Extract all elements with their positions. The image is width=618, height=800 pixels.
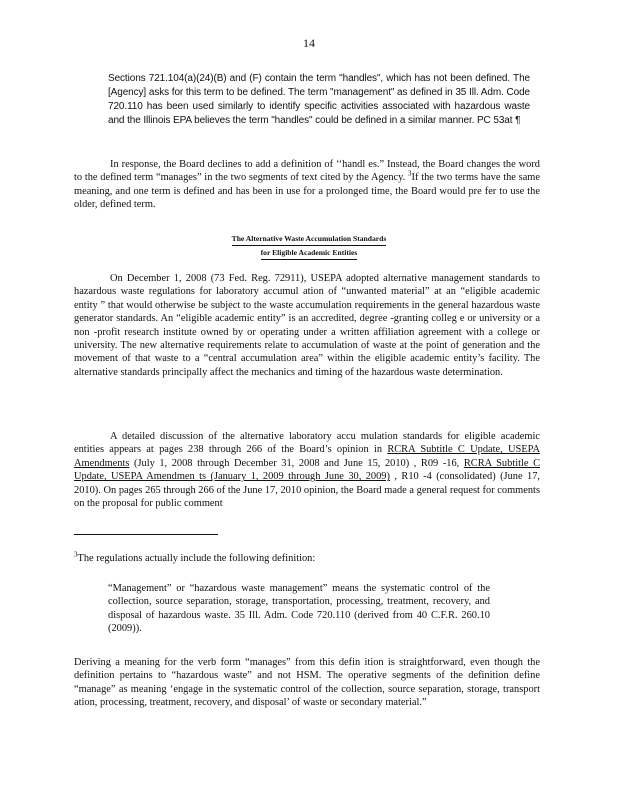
block-quote: Sections 721.104(a)(24)(B) and (F) contain the term "handles", which has not been defined. The [Agency] asks for this term to be defined. The term "management" as defined in 35 Ill. Adm. Code 720.110 has been used similarly to identify specific activities associated with hazardous waste and the Illinois EPA believes the term "handles" could be defined in a similar manner. PC 53at ¶: [108, 73, 530, 126]
paragraph-discussion-part1: A detailed discussion of the alternative laboratory accu mulation standards for eligible academic entities appears at pages 238 through 266 of the Board’s opinion in: [74, 431, 540, 456]
footnote-mark: 3: [74, 550, 78, 559]
paragraph-response: [74, 158, 540, 212]
footnote-intro: [74, 552, 540, 565]
section-heading: [184, 232, 434, 260]
paragraph-response-continuation: If the two terms have the same meaning, and one term is defined and has been in use for a prolonged time, the Board would pre fer to use the older, defined term.: [74, 172, 540, 211]
footnote-closing: Deriving a meaning for the verb form “manages” from this defin ition is straightforward, even though the definition pertains to “hazardous waste” and not HSM. The operative segments of the definition define “manage” as meaning ‘engage in the systematic control of the collection, source separation, storage, transport ation, processing, treatment, recovery, and disposal’ of waste or secondary material.”: [74, 657, 540, 709]
footnote-intro-text: The regulations actually include the following definition:: [77, 553, 316, 564]
section-heading-line1: The Alternative Waste Accumulation Standards: [232, 232, 387, 246]
case-citation-1: RCRA Subtitle C Update, USEPA Amendments: [74, 444, 540, 469]
page-number: 14: [303, 36, 315, 50]
paragraph-usepa-standards: On December 1, 2008 (73 Fed. Reg. 72911), USEPA adopted alternative management standards to hazardous waste regulations for laboratory accumul ation of “unwanted material” at an “eligible academic entity ” that would otherwise be subject to the waste accumulation requirements in the general hazardous waste generator standards. An “eligible academic entity” is an accredited, degree -granting colleg e or university or a non -profit research institute owned by or operating under a written affiliation agreement with a college or university. The new alternative requirements relate to accumulation of waste at the point of generation and the movement of that waste to a “central accumulation area” within the eligible academic entity’s facility. The alternative standards principally affect the mechanics and timing of the hazardous waste determination.: [74, 273, 540, 378]
section-heading-line2: for Eligible Academic Entities: [261, 246, 358, 260]
case-citation-2: RCRA Subtitle C Update, USEPA Amendmen ts (January 1, 2009 through June 30, 2009): [74, 457, 540, 483]
paragraph-discussion-part3: , R10 -4 (consolidated) (June 17, 2010). On pages 265 through 266 of the June 17, 2010 opinion, the Board made a general request for comments on the proposal for public comment: [74, 471, 540, 510]
paragraph-discussion-part2: (July 1, 2008 through December 31, 2008 and June 15, 2010) , R09 -16,: [129, 457, 464, 469]
footnote-reference[interactable]: 3: [408, 169, 412, 178]
paragraph-response-text: In response, the Board declines to add a definition of ‘‘handl es.” Instead, the Board changes the word to the defined term “manages” in the two segments of text cited by the Agency.: [74, 159, 540, 184]
footnote-divider: [74, 534, 218, 535]
paragraph-detailed-discussion: [74, 430, 540, 510]
footnote-definition-quote: “Management” or “hazardous waste management” means the systematic control of the collection, source separation, storage, transportation, processing, treatment, recovery, and disposal of hazardous waste. 35 Ill. Adm. Code 720.110 (derived from 40 C.F.R. 260.10 (2009)).: [108, 583, 490, 635]
